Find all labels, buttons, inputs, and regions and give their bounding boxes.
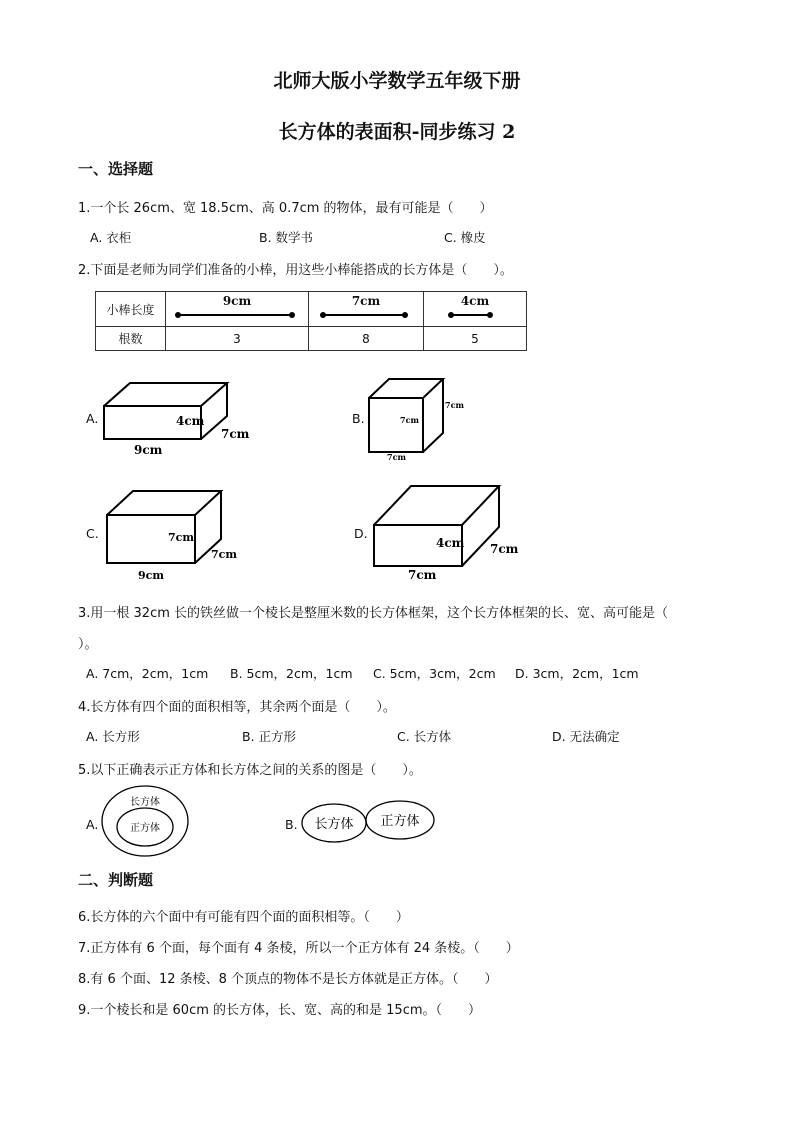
question-8: 8.有 6 个面、12 条棱、8 个顶点的物体不是长方体就是正方体。（ ） [78, 972, 498, 987]
stick-length-label: 9cm [222, 294, 252, 308]
question-2: 2.下面是老师为同学们准备的小棒，用这些小棒能搭成的长方体是（ ）。 [78, 263, 513, 278]
dim-label: 7cm [221, 427, 250, 441]
question-7: 7.正方体有 6 个面，每个面有 4 条棱，所以一个正方体有 24 条棱。（ ） [78, 941, 519, 956]
q3-option-b[interactable]: B. 5cm，2cm，1cm [230, 666, 353, 681]
row-label-length: 小棒长度 [96, 292, 166, 327]
stick-line [178, 314, 292, 316]
stick-line [323, 314, 405, 316]
dim-label: 9cm [138, 569, 164, 582]
stick-line [451, 314, 490, 316]
sticks-table [95, 291, 527, 351]
dim-label: 4cm [176, 414, 205, 428]
stick-9cm [166, 292, 309, 327]
right-label: 正方体 [380, 814, 420, 829]
dim-label: 7cm [168, 531, 194, 544]
outer-label: 长方体 [130, 797, 160, 808]
inner-label: 正方体 [130, 823, 160, 834]
q3-option-a[interactable]: A. 7cm，2cm，1cm [86, 666, 209, 681]
q4-option-b[interactable]: B. 正方形 [242, 729, 297, 744]
question-3-line2: ）。 [78, 637, 98, 652]
q2-option-d-letter[interactable]: D. [354, 526, 368, 541]
dim-label: 7cm [408, 568, 437, 582]
question-3-line1: 3.用一根 32cm 长的铁丝做一个棱长是整厘米数的长方体框架，这个长方体框架的长、宽、高可能是（ [78, 606, 669, 621]
dim-label: 7cm [387, 452, 406, 462]
question-9: 9.一个棱长和是 60cm 的长方体，长、宽、高的和是 15cm。（ ） [78, 1003, 482, 1018]
q5-option-b-letter[interactable]: B. [285, 817, 298, 832]
q1-option-b[interactable]: B. 数学书 [259, 230, 314, 245]
question-6: 6.长方体的六个面中有可能有四个面的面积相等。（ ） [78, 910, 409, 925]
page-title: 北师大版小学数学五年级下册 [273, 70, 521, 92]
cuboid-figure-d [368, 481, 528, 585]
q4-option-c[interactable]: C. 长方体 [397, 729, 452, 744]
stick-4cm [424, 292, 527, 327]
section-title-choice: 一、选择题 [78, 160, 154, 178]
count-9cm: 3 [166, 327, 309, 351]
stick-7cm [309, 292, 424, 327]
q2-option-a-letter[interactable]: A. [86, 411, 99, 426]
cuboid-figure-a [100, 378, 260, 460]
question-4: 4.长方体有四个面的面积相等，其余两个面是（ ）。 [78, 700, 396, 715]
cuboid-figure-b [364, 374, 484, 466]
section-title-judgement: 二、判断题 [78, 871, 154, 889]
q3-option-d[interactable]: D. 3cm，2cm，1cm [515, 666, 639, 681]
dim-label: 7cm [211, 548, 237, 561]
count-4cm: 5 [424, 327, 527, 351]
q3-option-c[interactable]: C. 5cm，3cm，2cm [373, 666, 496, 681]
venn-diagram-a [100, 783, 194, 861]
q2-option-c-letter[interactable]: C. [86, 526, 99, 541]
count-7cm: 8 [309, 327, 424, 351]
left-label: 长方体 [314, 817, 354, 832]
dim-label: 9cm [134, 443, 163, 457]
page-subtitle: 长方体的表面积-同步练习 2 [278, 121, 516, 143]
venn-diagram-b [300, 796, 440, 848]
stick-length-label: 7cm [351, 294, 381, 308]
row-label-count: 根数 [96, 327, 166, 351]
cuboid-figure-c [100, 486, 260, 584]
dim-label: 4cm [436, 536, 465, 550]
stick-length-label: 4cm [460, 294, 490, 308]
q1-option-c[interactable]: C. 橡皮 [444, 230, 486, 245]
q4-option-a[interactable]: A. 长方形 [86, 729, 140, 744]
q1-option-a[interactable]: A. 衣柜 [90, 230, 132, 245]
question-1: 1.一个长 26cm、宽 18.5cm、高 0.7cm 的物体，最有可能是（ ） [78, 201, 493, 216]
q5-option-a-letter[interactable]: A. [86, 817, 99, 832]
q4-option-d[interactable]: D. 无法确定 [552, 729, 620, 744]
dim-label: 7cm [400, 415, 419, 425]
q2-option-b-letter[interactable]: B. [352, 411, 365, 426]
dim-label: 7cm [445, 400, 464, 410]
question-5: 5.以下正确表示正方体和长方体之间的关系的图是（ ）。 [78, 763, 422, 778]
dim-label: 7cm [490, 542, 519, 556]
